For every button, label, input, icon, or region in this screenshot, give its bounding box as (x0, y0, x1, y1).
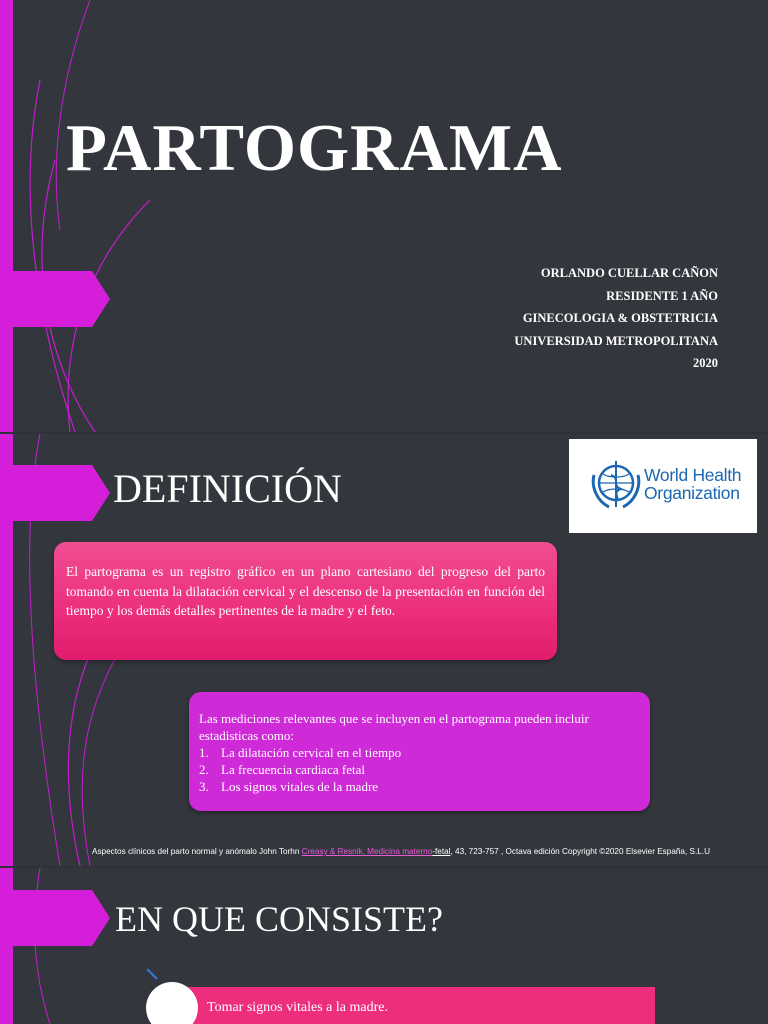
section-title: DEFINICIÓN (113, 466, 342, 511)
accent-arrow (0, 271, 110, 327)
step-item (163, 987, 655, 1024)
measurements-list (199, 744, 640, 795)
definition-box (54, 542, 557, 660)
list-item-number: 1. (199, 745, 209, 760)
slide-title (0, 0, 768, 432)
list-item-number: 3. (199, 779, 209, 794)
author-name: ORLANDO CUELLAR CAÑON (540, 266, 718, 280)
slide-what-it-consists (0, 868, 768, 1024)
list-item (199, 761, 640, 778)
author-role: RESIDENTE 1 AÑO (606, 288, 718, 303)
list-item-number: 2. (199, 762, 209, 777)
list-item-text: La frecuencia cardiaca fetal (221, 762, 365, 777)
slide-definition (0, 434, 768, 866)
step-text: Tomar signos vitales a la madre. (207, 1000, 388, 1015)
section-title: EN QUE CONSISTE? (115, 899, 443, 939)
list-item (199, 778, 640, 795)
list-item-text: La dilatación cervical en el tiempo (221, 745, 402, 760)
who-emblem-icon (589, 457, 643, 515)
reference-prefix: Aspectos clínicos del parto normal y anómalo John Torhn (92, 847, 302, 856)
reference-suffix: , 43, 723-757 , Octava edición Copyright ©2020 Elsevier España, S.L.U (450, 847, 711, 856)
reference-link[interactable]: Creasy & Resnik. Medicina materno (301, 847, 433, 856)
measurements-box (189, 692, 650, 811)
who-logo-line1: World Health (644, 465, 742, 485)
accent-bar (0, 0, 13, 432)
accent-arrow (0, 465, 110, 521)
who-logo-text (644, 466, 741, 502)
presentation-title: PARTOGRAMA (66, 111, 563, 185)
definition-text: El partograma es un registro gráfico en un plano cartesiano del progreso del parto tomando en cuenta la dilatación cervical y el descenso de la presentación en función del tiempo y los demás detalles pertinentes de la madre y el feto. (66, 564, 545, 618)
author-year: 2020 (693, 356, 718, 370)
author-university: UNIVERSIDAD METROPOLITANA (514, 333, 718, 348)
accent-arrow (0, 890, 110, 946)
measurements-intro: Las mediciones relevantes que se incluyen en el partograma pueden incluir estadisticas como: (199, 711, 589, 743)
list-item-text: Los signos vitales de la madre (221, 779, 379, 794)
author-info (514, 262, 718, 375)
who-logo-line2: Organization (644, 483, 740, 503)
reference-citation (92, 847, 710, 856)
author-specialty: GINECOLOGIA & OBSTETRICIA (522, 311, 718, 325)
list-item (199, 744, 640, 761)
decorative-curves (0, 0, 200, 432)
who-logo (569, 439, 757, 533)
reference-link-suffix[interactable]: -fetal (432, 847, 451, 856)
